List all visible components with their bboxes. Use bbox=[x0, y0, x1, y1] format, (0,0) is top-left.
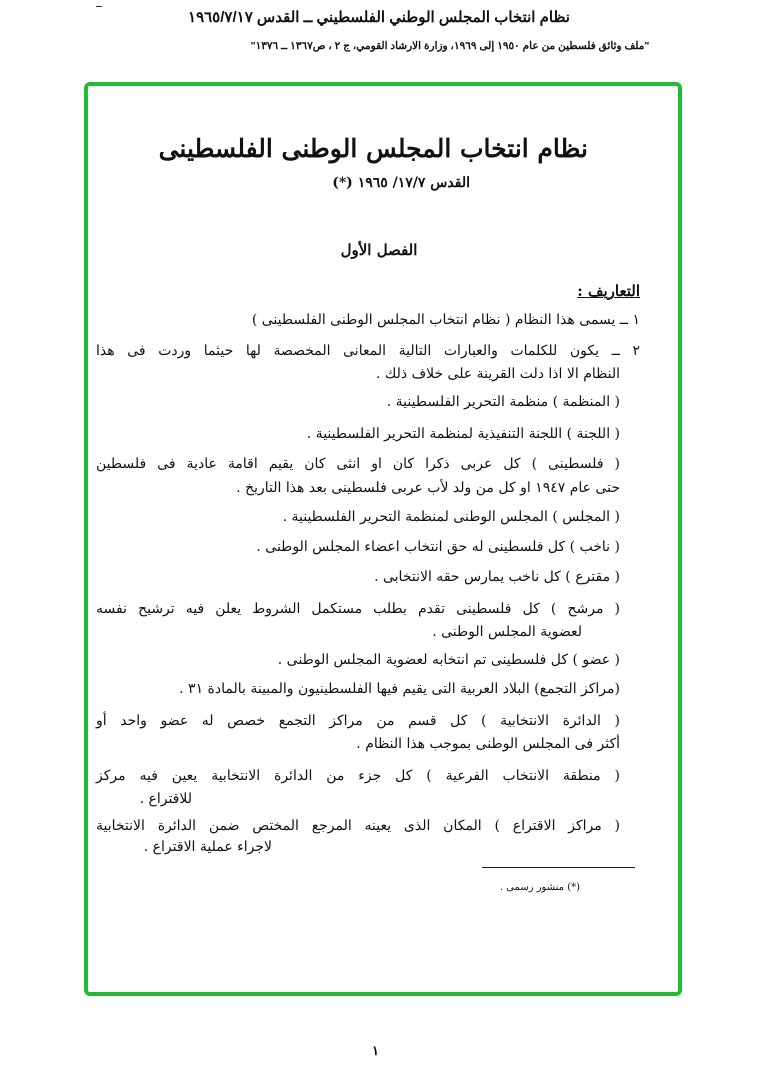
definition-voter: ( ناخب ) كل فلسطينى له حق انتخاب اعضاء المجلس الوطنى . bbox=[256, 539, 620, 555]
definition-palestinian-line-2: حتى عام ١٩٤٧ او كل من ولد لأب عربى فلسطينى بعد هذا التاريخ . bbox=[236, 480, 620, 496]
definition-subdistrict-line-2: للاقتراع . bbox=[139, 791, 192, 807]
document-date: القدس ١٧/٧/ ١٩٦٥ (*) bbox=[332, 175, 470, 191]
article-1: ١ ــ يسمى هذا النظام ( نظام انتخاب المجلس الوطنى الفلسطينى ) bbox=[251, 312, 640, 328]
page-header-title: نظام انتخاب المجلس الوطني الفلسطيني ــ القدس ١٩٦٥/٧/١٧ bbox=[188, 9, 570, 26]
document-title: نظام انتخاب المجلس الوطنى الفلسطينى bbox=[158, 134, 588, 163]
definition-member: ( عضو ) كل فلسطينى تم انتخابه لعضوية المجلس الوطنى . bbox=[277, 652, 620, 668]
definition-polling-centers-line-1: ( مراكز الاقتراع ) المكان الذى يعينه المرجع المختص ضمن الدائرة الانتخابية bbox=[96, 818, 620, 834]
definition-palestinian-line-1: ( فلسطينى ) كل عربى ذكرا كان او انثى كان يقيم اقامة عادية فى فلسطين bbox=[96, 456, 620, 472]
chapter-heading: الفصل الأول bbox=[340, 241, 418, 259]
footnote-separator bbox=[482, 867, 635, 868]
footnote: (*) منشور رسمى . bbox=[499, 882, 580, 893]
definition-constituency-line-2: أكثر فى المجلس الوطنى بموجب هذا النظام . bbox=[356, 736, 620, 752]
page-header-source: "ملف وثائق فلسطين من عام ١٩٥٠ إلى ١٩٦٩، وزارة الارشاد القومي، ج ٢ ، ص١٣٦٧ ــ ١٣٧٦" bbox=[250, 40, 650, 52]
definition-subdistrict-line-1: ( منطقة الانتخاب الفرعية ) كل جزء من الدائرة الانتخابية يعين فيه مركز bbox=[96, 768, 620, 784]
definition-constituency-line-1: ( الدائرة الانتخابية ) كل قسم من مراكز التجمع خصص له عضو واحد أو bbox=[96, 713, 620, 729]
definition-polling-centers-line-2: لاجراء عملية الاقتراع . bbox=[143, 839, 272, 855]
definition-organization: ( المنظمة ) منظمة التحرير الفلسطينية . bbox=[386, 394, 620, 410]
definition-candidate-line-1: ( مرشح ) كل فلسطينى تقدم بطلب مستكمل الشروط يعلن فيه ترشيح نفسه bbox=[96, 601, 620, 617]
scan-mark bbox=[96, 6, 102, 7]
definition-candidate-line-2: لعضوية المجلس الوطنى . bbox=[432, 624, 582, 640]
page-number: ١ bbox=[372, 1044, 379, 1059]
definitions-heading: التعاريف : bbox=[577, 282, 640, 300]
article-2-line-2: النظام الا اذا دلت القرينة على خلاف ذلك . bbox=[375, 366, 620, 382]
definition-committee: ( اللجنة ) اللجنة التنفيذية لمنظمة التحرير الفلسطينية . bbox=[306, 426, 620, 442]
definition-gathering-centers: (مراكز التجمع) البلاد العربية التى يقيم فيها الفلسطينيون والمبينة بالمادة ٣١ . bbox=[179, 681, 620, 697]
definition-council: ( المجلس ) المجلس الوطنى لمنظمة التحرير الفلسطينية . bbox=[282, 509, 620, 525]
definition-balloter: ( مقترع ) كل ناخب يمارس حقه الانتخابى . bbox=[374, 569, 620, 585]
article-2-line-1: ٢ ــ يكون للكلمات والعبارات التالية المعانى المخصصة لها حيثما وردت فى هذا bbox=[96, 343, 640, 359]
